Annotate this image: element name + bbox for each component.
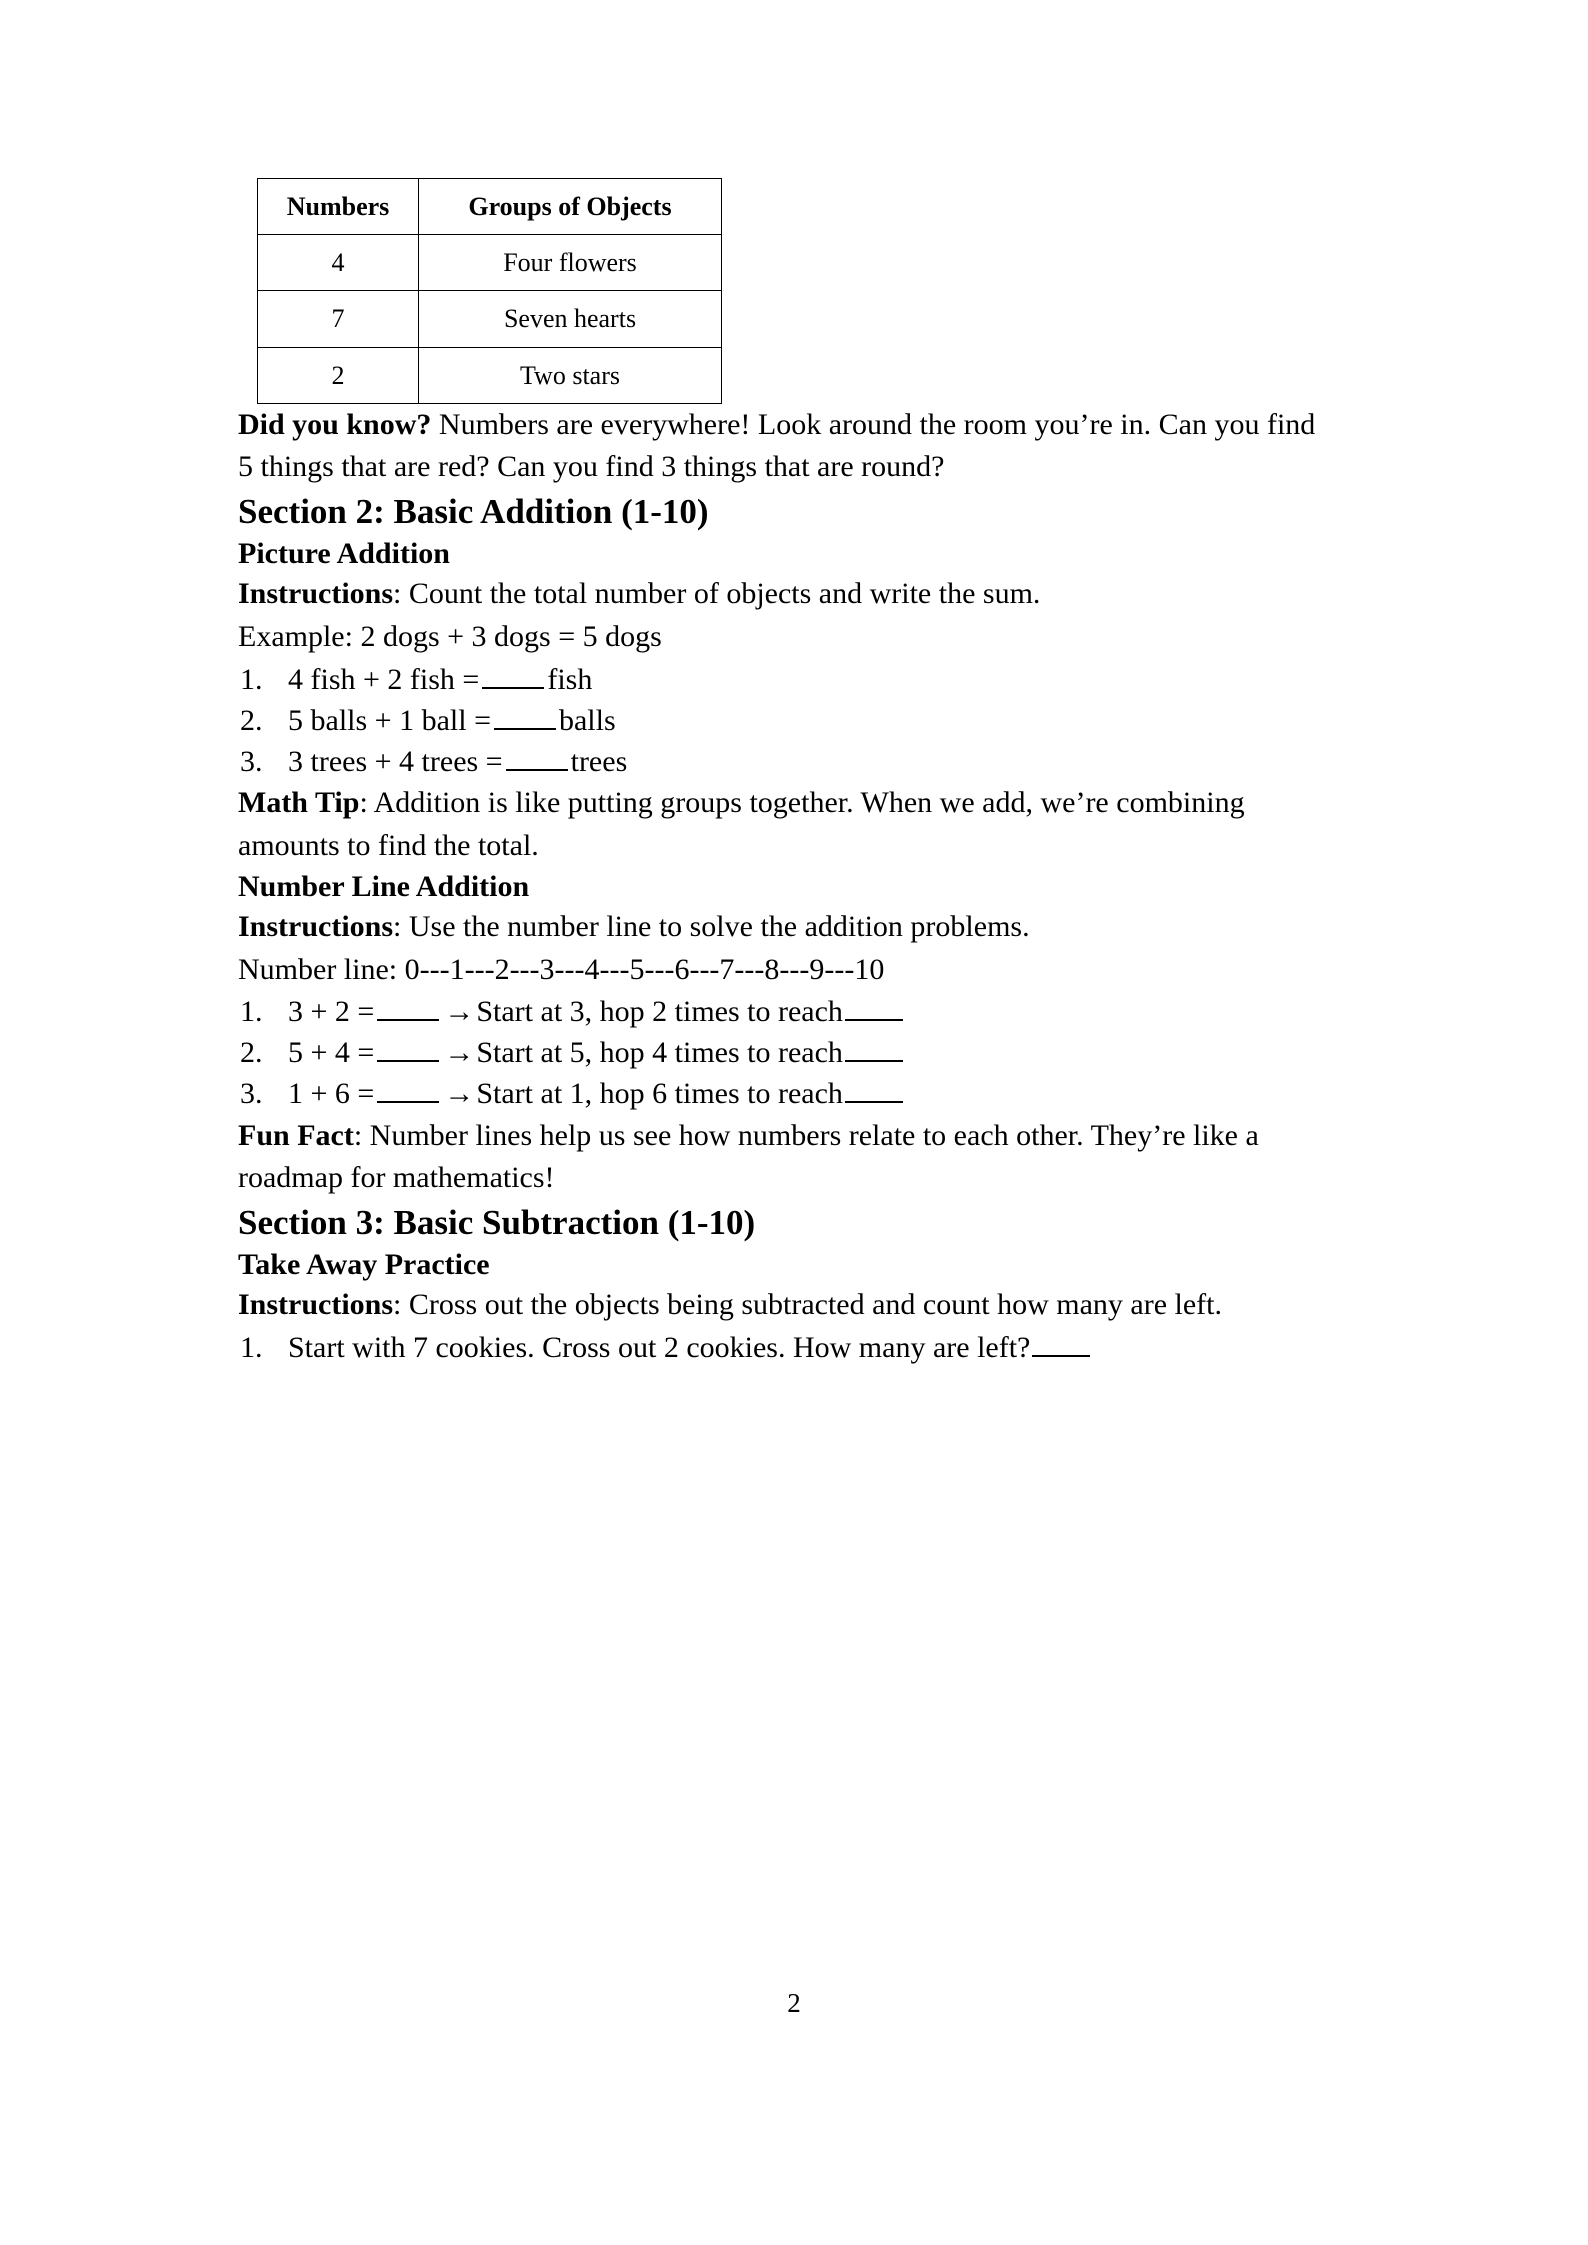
right-arrow-icon: → <box>444 1036 475 1070</box>
number-line-display: Number line: 0---1---2---3---4---5---6---7---8---9---10 <box>238 952 885 986</box>
answer-blank[interactable] <box>845 1075 903 1103</box>
list-item-prefix: 3 + 2 = <box>288 995 375 1029</box>
page-number: 2 <box>787 1988 801 2018</box>
instructions-lead: Instructions <box>238 910 394 944</box>
number-line-problem-list <box>238 991 1333 1114</box>
answer-blank[interactable] <box>482 660 544 688</box>
picture-addition-problem-list <box>238 659 1333 782</box>
fun-fact-paragraph <box>238 1115 1333 1200</box>
list-item <box>238 991 1333 1032</box>
right-arrow-icon: → <box>444 995 475 1029</box>
list-item-text: Start with 7 cookies. Cross out 2 cookies. How many are left? <box>288 1330 1031 1364</box>
picture-addition-instructions <box>238 573 1333 616</box>
list-item-number: 1. <box>240 995 263 1029</box>
list-item <box>238 741 1333 782</box>
picture-addition-example: Example: 2 dogs + 3 dogs = 5 dogs <box>238 620 662 654</box>
answer-blank[interactable] <box>494 701 556 729</box>
list-item <box>238 659 1333 700</box>
list-item-number: 1. <box>240 662 263 696</box>
table-cell-number: 4 <box>258 235 419 291</box>
answer-blank[interactable] <box>506 742 568 770</box>
answer-blank[interactable] <box>377 1075 439 1103</box>
answer-blank[interactable] <box>1032 1328 1090 1356</box>
list-item-number: 3. <box>240 1077 263 1111</box>
fun-fact-text: : Number lines help us see how numbers relate to each other. They’re like a roadmap for mathematics! <box>238 1118 1259 1195</box>
table-cell-number: 2 <box>258 347 419 403</box>
section-3-heading: Section 3: Basic Subtraction (1-10) <box>238 1202 756 1242</box>
list-item-prefix: 5 balls + 1 ball = <box>288 703 491 737</box>
list-item-suffix: trees <box>570 744 628 778</box>
table-header-row <box>258 179 722 235</box>
math-tip-lead: Math Tip <box>238 785 360 819</box>
instructions-lead: Instructions <box>238 1288 394 1322</box>
list-item <box>238 700 1333 741</box>
list-item-number: 1. <box>240 1330 263 1364</box>
table-header <box>258 179 722 235</box>
take-away-instructions <box>238 1284 1333 1327</box>
list-item <box>238 1073 1333 1114</box>
did-you-know-paragraph <box>238 404 1333 489</box>
answer-blank[interactable] <box>377 993 439 1021</box>
table-row <box>258 235 722 291</box>
table-cell-object: Four flowers <box>419 235 722 291</box>
numbers-objects-table-wrapper <box>257 178 1333 404</box>
instructions-text: : Cross out the objects being subtracted and count how many are left. <box>393 1288 1222 1322</box>
instructions-text: : Count the total number of objects and write the sum. <box>393 577 1041 611</box>
list-item-prefix: 1 + 6 = <box>288 1077 375 1111</box>
number-line-addition-heading: Number Line Addition <box>238 870 530 904</box>
table-cell-object: Seven hearts <box>419 291 722 347</box>
instructions-text: : Use the number line to solve the addition problems. <box>393 910 1030 944</box>
table-body <box>258 235 722 404</box>
list-item-suffix: fish <box>547 662 593 696</box>
math-tip-text: : Addition is like putting groups together. When we add, we’re combining amounts to find the total. <box>238 785 1245 862</box>
list-item-number: 2. <box>240 703 263 737</box>
take-away-practice-heading: Take Away Practice <box>238 1248 490 1282</box>
take-away-problem-list <box>238 1327 1333 1368</box>
fun-fact-lead: Fun Fact <box>238 1118 354 1152</box>
did-you-know-lead: Did you know? <box>238 407 432 441</box>
section-2-heading: Section 2: Basic Addition (1-10) <box>238 491 709 531</box>
list-item-prefix: 3 trees + 4 trees = <box>288 744 503 778</box>
table-header-groups-of-objects: Groups of Objects <box>419 179 722 235</box>
did-you-know-text: Numbers are everywhere! Look around the room you’re in. Can you find 5 things that are red? Can you find 3 things that are round? <box>238 407 1316 484</box>
table-row <box>258 291 722 347</box>
right-arrow-icon: → <box>444 1077 475 1111</box>
list-item-middle: Start at 3, hop 2 times to reach <box>476 995 843 1029</box>
instructions-lead: Instructions <box>238 577 394 611</box>
list-item-number: 3. <box>240 744 263 778</box>
page-content <box>238 178 1333 1368</box>
math-tip-paragraph <box>238 782 1333 867</box>
list-item-prefix: 5 + 4 = <box>288 1036 375 1070</box>
answer-blank[interactable] <box>845 993 903 1021</box>
table-header-numbers: Numbers <box>258 179 419 235</box>
table-row <box>258 347 722 403</box>
table-cell-number: 7 <box>258 291 419 347</box>
picture-addition-heading: Picture Addition <box>238 537 450 571</box>
table-cell-object: Two stars <box>419 347 722 403</box>
list-item-middle: Start at 1, hop 6 times to reach <box>476 1077 843 1111</box>
number-line-instructions <box>238 906 1333 949</box>
answer-blank[interactable] <box>377 1034 439 1062</box>
list-item-middle: Start at 5, hop 4 times to reach <box>476 1036 843 1070</box>
list-item <box>238 1327 1333 1368</box>
list-item-number: 2. <box>240 1036 263 1070</box>
list-item-prefix: 4 fish + 2 fish = <box>288 662 480 696</box>
list-item-suffix: balls <box>558 703 616 737</box>
numbers-objects-table <box>257 178 722 404</box>
answer-blank[interactable] <box>845 1034 903 1062</box>
list-item <box>238 1032 1333 1073</box>
